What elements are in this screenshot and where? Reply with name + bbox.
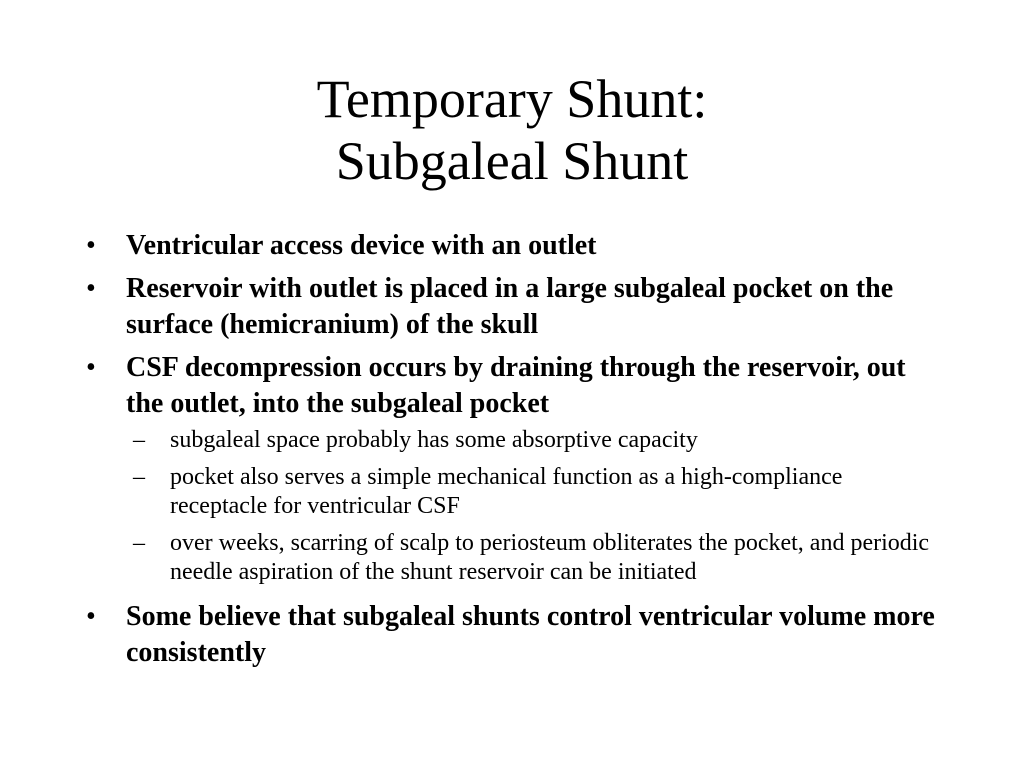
- bullet-text: Reservoir with outlet is placed in a large subgaleal pocket on the surface (hemicranium) of the skull: [126, 273, 894, 340]
- sub-bullet-marker: –: [133, 530, 145, 556]
- title-line-2: Subgaleal Shunt: [335, 131, 689, 191]
- bullet-marker: •: [86, 273, 96, 304]
- bullet-marker: •: [86, 352, 96, 383]
- sub-bullet-item: [133, 426, 940, 455]
- title-line-1: Temporary Shunt:: [316, 69, 708, 129]
- sub-bullet-text: pocket also serves a simple mechanical function as a high-compliance receptacle for ventricular CSF: [170, 464, 843, 519]
- sub-bullet-text: over weeks, scarring of scalp to periosteum obliterates the pocket, and periodic needle aspiration of the shunt reservoir can be initiated: [170, 530, 930, 585]
- sub-bullet-marker: –: [133, 427, 145, 453]
- bullet-text: Ventricular access device with an outlet: [126, 230, 597, 261]
- sub-bullet-item: [133, 529, 940, 587]
- sub-bullet-list: [86, 426, 946, 587]
- bullet-text: Some believe that subgaleal shunts control ventricular volume more consistently: [126, 601, 935, 668]
- bullet-marker: •: [86, 230, 96, 261]
- bullet-list: [86, 228, 946, 678]
- bullet-item: [86, 599, 946, 671]
- sub-bullet-marker: –: [133, 464, 145, 490]
- slide-title: [0, 68, 1024, 192]
- bullet-item: [86, 350, 946, 422]
- bullet-item: [86, 271, 946, 343]
- bullet-item: [86, 228, 946, 264]
- sub-bullet-item: [133, 463, 940, 521]
- sub-bullet-text: subgaleal space probably has some absorptive capacity: [170, 427, 698, 453]
- bullet-marker: •: [86, 601, 96, 632]
- bullet-text: CSF decompression occurs by draining through the reservoir, out the outlet, into the subgaleal pocket: [126, 352, 906, 419]
